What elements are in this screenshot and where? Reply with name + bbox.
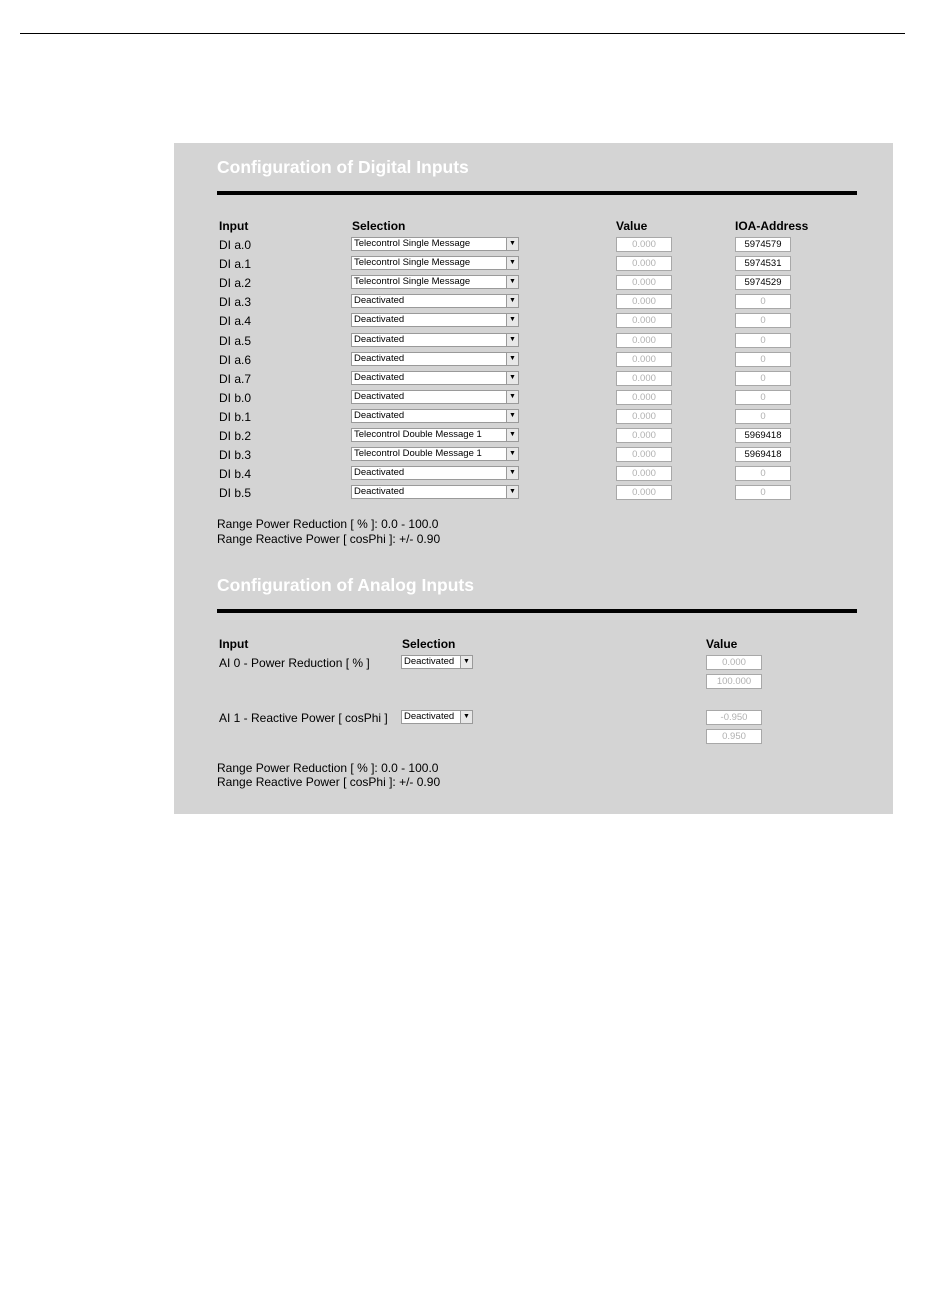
digital-inputs-rule <box>217 191 857 195</box>
chevron-down-icon[interactable]: ▼ <box>506 334 518 346</box>
digital-input-label: DI a.1 <box>219 257 252 271</box>
digital-selection-value: Telecontrol Single Message <box>354 276 471 287</box>
digital-value-field[interactable]: 0.000 <box>616 466 672 481</box>
digital-selection-dropdown[interactable] <box>351 371 519 385</box>
digital-inputs-title: Configuration of Digital Inputs <box>217 157 469 177</box>
digital-selection-value: Deactivated <box>354 467 405 478</box>
digital-selection-dropdown[interactable] <box>351 333 519 347</box>
digital-input-row <box>174 485 893 504</box>
digital-selection-dropdown[interactable] <box>351 466 519 480</box>
digital-input-label: DI a.7 <box>219 372 252 386</box>
config-panel <box>174 143 893 814</box>
digital-ioa-address-field[interactable]: 5974579 <box>735 237 791 252</box>
chevron-down-icon[interactable]: ▼ <box>506 486 518 498</box>
digital-ioa-address-field[interactable]: 0 <box>735 294 791 309</box>
digital-ioa-address-field[interactable]: 0 <box>735 313 791 328</box>
digital-value-field[interactable]: 0.000 <box>616 294 672 309</box>
chevron-down-icon[interactable]: ▼ <box>506 238 518 250</box>
digital-selection-dropdown[interactable] <box>351 485 519 499</box>
digital-value-field[interactable]: 0.000 <box>616 275 672 290</box>
digital-value-field[interactable]: 0.000 <box>616 409 672 424</box>
analog-inputs-rule <box>217 609 857 613</box>
page-top-rule <box>20 33 905 34</box>
digital-selection-value: Deactivated <box>354 391 405 402</box>
analog-row-label: AI 0 - Power Reduction [ % ] <box>219 656 370 670</box>
digital-selection-dropdown[interactable] <box>351 256 519 270</box>
chevron-down-icon[interactable]: ▼ <box>506 257 518 269</box>
analog-row-ai1 <box>174 710 893 729</box>
digital-selection-dropdown[interactable] <box>351 313 519 327</box>
digital-input-row <box>174 428 893 447</box>
digital-selection-value: Telecontrol Double Message 1 <box>354 448 482 459</box>
digital-input-row <box>174 275 893 294</box>
digital-input-row <box>174 352 893 371</box>
chevron-down-icon[interactable]: ▼ <box>460 656 472 668</box>
digital-ioa-address-field[interactable]: 0 <box>735 485 791 500</box>
digital-ioa-address-field[interactable]: 0 <box>735 390 791 405</box>
analog-selection-dropdown[interactable] <box>401 710 473 724</box>
digital-input-row <box>174 390 893 409</box>
chevron-down-icon[interactable]: ▼ <box>506 295 518 307</box>
digital-ioa-address-field[interactable]: 5974531 <box>735 256 791 271</box>
digital-selection-value: Deactivated <box>354 486 405 497</box>
analog-inputs-title: Configuration of Analog Inputs <box>217 575 474 595</box>
analog-header-input: Input <box>219 637 249 651</box>
chevron-down-icon[interactable]: ▼ <box>506 429 518 441</box>
digital-value-field[interactable]: 0.000 <box>616 390 672 405</box>
digital-ioa-address-field[interactable]: 5969418 <box>735 428 791 443</box>
digital-selection-value: Telecontrol Single Message <box>354 238 471 249</box>
digital-value-field[interactable]: 0.000 <box>616 237 672 252</box>
digital-selection-value: Telecontrol Single Message <box>354 257 471 268</box>
digital-input-label: DI a.4 <box>219 314 252 328</box>
digital-selection-dropdown[interactable] <box>351 294 519 308</box>
digital-header-value: Value <box>616 219 648 233</box>
digital-value-field[interactable]: 0.000 <box>616 333 672 348</box>
analog-range-power: Range Power Reduction [ % ]: 0.0 - 100.0 <box>217 761 439 775</box>
digital-ioa-address-field[interactable]: 0 <box>735 409 791 424</box>
digital-input-label: DI a.5 <box>219 334 252 348</box>
digital-input-row <box>174 447 893 466</box>
digital-header-selection: Selection <box>352 219 406 233</box>
digital-input-label: DI b.4 <box>219 467 252 481</box>
digital-input-label: DI b.0 <box>219 391 252 405</box>
analog-row-ai0 <box>174 655 893 674</box>
digital-range-power: Range Power Reduction [ % ]: 0.0 - 100.0 <box>217 517 439 531</box>
digital-selection-value: Deactivated <box>354 372 405 383</box>
analog-row-label: AI 1 - Reactive Power [ cosPhi ] <box>219 711 388 725</box>
digital-selection-dropdown[interactable] <box>351 237 519 251</box>
digital-value-field[interactable]: 0.000 <box>616 352 672 367</box>
digital-input-row <box>174 313 893 332</box>
digital-value-field[interactable]: 0.000 <box>616 313 672 328</box>
analog-selection-dropdown[interactable] <box>401 655 473 669</box>
digital-input-label: DI b.5 <box>219 486 252 500</box>
digital-value-field[interactable]: 0.000 <box>616 428 672 443</box>
digital-input-label: DI b.3 <box>219 448 252 462</box>
digital-input-row <box>174 333 893 352</box>
chevron-down-icon[interactable]: ▼ <box>506 410 518 422</box>
digital-ioa-address-field[interactable]: 5969418 <box>735 447 791 462</box>
digital-ioa-address-field[interactable]: 0 <box>735 371 791 386</box>
chevron-down-icon[interactable]: ▼ <box>460 711 472 723</box>
digital-selection-value: Telecontrol Double Message 1 <box>354 429 482 440</box>
digital-input-row <box>174 237 893 256</box>
digital-selection-dropdown[interactable] <box>351 390 519 404</box>
digital-input-label: DI a.6 <box>219 353 252 367</box>
digital-input-row <box>174 371 893 390</box>
digital-input-label: DI b.2 <box>219 429 252 443</box>
chevron-down-icon[interactable]: ▼ <box>506 353 518 365</box>
chevron-down-icon[interactable]: ▼ <box>506 391 518 403</box>
digital-selection-dropdown[interactable] <box>351 428 519 442</box>
digital-input-row <box>174 294 893 313</box>
digital-ioa-address-field[interactable]: 0 <box>735 466 791 481</box>
digital-input-label: DI b.1 <box>219 410 252 424</box>
analog-selection-value: Deactivated <box>404 711 455 722</box>
analog-selection-value: Deactivated <box>404 656 455 667</box>
digital-selection-dropdown[interactable] <box>351 409 519 423</box>
digital-value-field[interactable]: 0.000 <box>616 371 672 386</box>
digital-selection-dropdown[interactable] <box>351 447 519 461</box>
digital-header-ioa-address: IOA-Address <box>735 219 809 233</box>
digital-input-row <box>174 256 893 275</box>
chevron-down-icon[interactable]: ▼ <box>506 372 518 384</box>
digital-value-field[interactable]: 0.000 <box>616 447 672 462</box>
chevron-down-icon[interactable]: ▼ <box>506 467 518 479</box>
digital-selection-value: Deactivated <box>354 314 405 325</box>
digital-input-label: DI a.3 <box>219 295 252 309</box>
analog-header-value: Value <box>706 637 738 651</box>
digital-input-label: DI a.0 <box>219 238 252 252</box>
digital-selection-value: Deactivated <box>354 295 405 306</box>
digital-value-field[interactable]: 0.000 <box>616 256 672 271</box>
digital-ioa-address-field[interactable]: 5974529 <box>735 275 791 290</box>
digital-selection-dropdown[interactable] <box>351 275 519 289</box>
digital-input-row <box>174 409 893 428</box>
chevron-down-icon[interactable]: ▼ <box>506 276 518 288</box>
digital-selection-dropdown[interactable] <box>351 352 519 366</box>
analog-value-max-field[interactable]: 0.950 <box>706 729 762 744</box>
digital-selection-value: Deactivated <box>354 410 405 421</box>
analog-header-selection: Selection <box>402 637 456 651</box>
digital-selection-value: Deactivated <box>354 334 405 345</box>
analog-range-reactive: Range Reactive Power [ cosPhi ]: +/- 0.90 <box>217 775 441 789</box>
digital-header-input: Input <box>219 219 249 233</box>
analog-value-max-field[interactable]: 100.000 <box>706 674 762 689</box>
analog-value-min-field[interactable]: -0.950 <box>706 710 762 725</box>
digital-input-label: DI a.2 <box>219 276 252 290</box>
chevron-down-icon[interactable]: ▼ <box>506 448 518 460</box>
digital-ioa-address-field[interactable]: 0 <box>735 352 791 367</box>
analog-value-min-field[interactable]: 0.000 <box>706 655 762 670</box>
digital-input-row <box>174 466 893 485</box>
digital-range-reactive: Range Reactive Power [ cosPhi ]: +/- 0.90 <box>217 532 441 546</box>
digital-selection-value: Deactivated <box>354 353 405 364</box>
digital-value-field[interactable]: 0.000 <box>616 485 672 500</box>
digital-ioa-address-field[interactable]: 0 <box>735 333 791 348</box>
chevron-down-icon[interactable]: ▼ <box>506 314 518 326</box>
